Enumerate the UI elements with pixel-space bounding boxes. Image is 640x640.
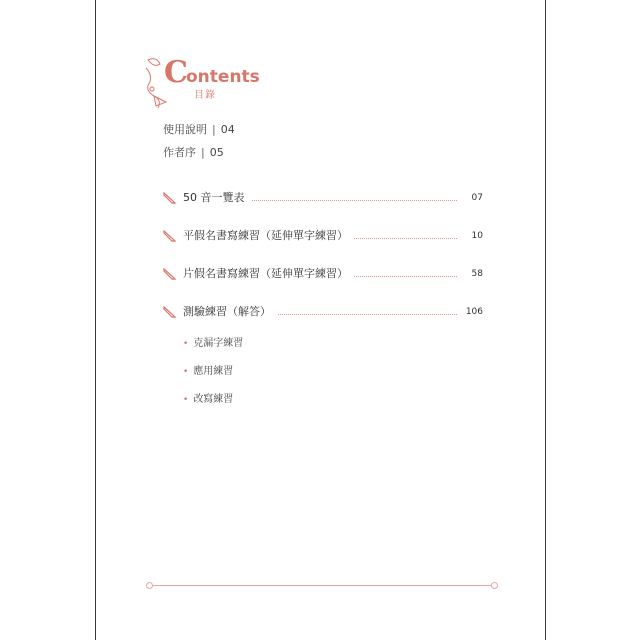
- toc-entry-label: 平假名書寫練習（延伸單字練習）: [183, 228, 354, 243]
- bullet-icon: •: [183, 339, 189, 349]
- sub-item-label: 應用練習: [193, 366, 234, 377]
- footer-rule: [150, 585, 493, 586]
- front-item-separator: |: [201, 146, 205, 159]
- toc-entry-hiragana[interactable]: [163, 228, 483, 244]
- sub-item-rewrite[interactable]: [183, 393, 233, 407]
- toc-entry-page: 10: [468, 229, 483, 243]
- front-item-label: 使用說明: [163, 123, 207, 136]
- toc-entry-50-chart[interactable]: [163, 190, 483, 206]
- logo-title-initial: C: [164, 55, 188, 90]
- sub-item-cloze[interactable]: [183, 337, 243, 351]
- toc-entry-label: 測驗練習（解答）: [183, 304, 277, 319]
- front-item-separator: |: [212, 123, 216, 136]
- toc-entry-page: 07: [468, 191, 483, 205]
- pencil-icon: [163, 192, 177, 204]
- front-item-page: 04: [220, 123, 235, 136]
- logo-subtitle: 目錄: [194, 90, 216, 101]
- footer-rule-dot-left: [146, 582, 153, 589]
- toc-entry-label: 片假名書寫練習（延伸單字練習）: [183, 266, 354, 281]
- sub-item-label: 改寫練習: [193, 394, 234, 405]
- toc-entry-page: 106: [462, 305, 483, 319]
- contents-logo: [142, 56, 272, 116]
- pencil-icon: [163, 230, 177, 242]
- front-item-page: 05: [209, 146, 224, 159]
- logo-title: ontents: [186, 67, 260, 87]
- toc-entry-quiz[interactable]: [163, 304, 483, 320]
- front-item-preface[interactable]: [163, 146, 224, 160]
- bullet-icon: •: [183, 367, 189, 377]
- pencil-icon: [163, 306, 177, 318]
- sub-item-label: 克漏字練習: [193, 338, 244, 349]
- sub-item-application[interactable]: [183, 365, 233, 379]
- toc-entry-page: 58: [468, 267, 483, 281]
- toc-entry-katakana[interactable]: [163, 266, 483, 282]
- toc-entry-label: 50 音一覽表: [183, 190, 251, 205]
- front-item-label: 作者序: [163, 146, 196, 159]
- toc-page: [95, 0, 546, 640]
- bullet-icon: •: [183, 395, 189, 405]
- footer-rule-dot-right: [491, 582, 498, 589]
- front-item-usage[interactable]: [163, 123, 235, 137]
- pencil-icon: [163, 268, 177, 280]
